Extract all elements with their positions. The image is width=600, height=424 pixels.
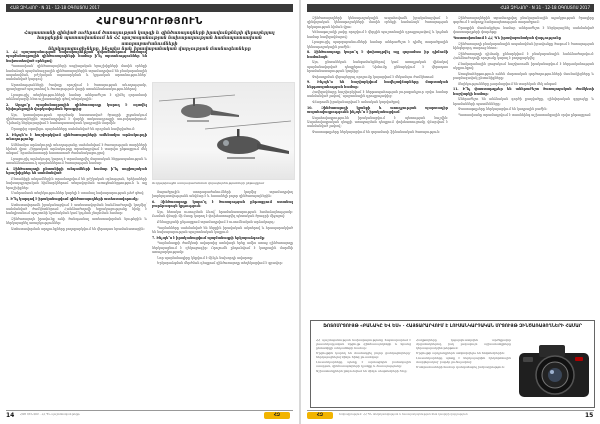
article-paragraph: Փաստաթղթերը ներկայացվում են կադրային բաժին։ — [458, 107, 548, 112]
article-paragraph: Երկարաձգման մերժման դեպքում զինծառայողը տեղեկացվում է գրավոր։ — [157, 261, 283, 266]
article-paragraph: Մանրամասն տեղեկություններ կարելի է ստանալ նախարարության թեժ գծով։ — [11, 191, 145, 196]
article-paragraph: Բնակարանային ցուցակում հաշվառումն իրականացվում է հերթականության սկզբունքով։ — [453, 61, 594, 70]
article-paragraph: Պայմանները սահմանված են ներքին իրավական ակտերով և հրապարակված են նախարարության պաշտոնական կայքում։ — [152, 225, 293, 234]
page-headline: ՀԱՐՑԱԴՐՈՒԹՅՈՒՆ — [96, 16, 203, 27]
left-column-2 — [152, 190, 293, 408]
headline-intro — [10, 30, 289, 52]
article-paragraph: Փաստաթղթերը ներկայացվում են զորամասի ֆինանսական ծառայություն։ — [312, 130, 441, 135]
article-paragraph: Հավելավճարը հաշվարկվում է հերթապահության յուրաքանչյուր օրվա համար սահմանված չափով՝ պաշտոնային դրույքաչափից։ — [307, 90, 448, 99]
footer-text: ՀԱՅ ԶԻՆՎՈՐ · ՀՀ ՊՆ պաշտոնական թերթ — [20, 413, 80, 416]
article-paragraph: Զինծառայողի բնակարանային ապահովման իրավունքը ծագում է ծառայության հինգերորդ տարուց հետո։ — [453, 41, 594, 50]
right-page-footer — [307, 410, 594, 421]
photo-contest-heading: ՖՈՏՈՄՐՑՈՒՅԹ «ԲԱՆԱԿԸ ԵՎ ԵՍ» · ՀԱՅՏԱՐԱՐՎՈՒՄ Է ԼՈՒՍԱՆԿԱՐՉԱԿԱՆ ՄՐՑՈՒՅԹ ԶԻՆԾԱՌԱՅՈՂՆԵՐԻ ՀԱՄԱՐ — [323, 324, 582, 329]
question-text: 7. Ինչպե՞ս է իրականացվում պայմանագրի երկարաձգումը։ — [152, 235, 266, 240]
article-paragraph: Զինծառայողներին տրամադրվող բնակարանային աջակցության ծրագիրը գործում է ամբողջ հանրապետության տարածքում։ — [453, 16, 594, 25]
article-paragraph: Նոր պայմանագիրը կնքվում է մինչև նախորդի ավարտը։ — [157, 255, 254, 260]
article-paragraph: Տեղեկությունները թարմացվում են տարեկան մեկ անգամ։ — [458, 81, 558, 86]
article-paragraph: Տարածքային ստորաբաժանումների կողմից տրամադրվող խորհրդատվությունն անվճար է և հասանելի բոլոր զինծառայողներին։ — [152, 190, 293, 199]
article-paragraph: Այո, ընտանեկան հանգամանքներով կամ առողջական վիճակով պայմանավորված դեպքերում։ Դիմումը քննարկվում է վերադաս հրամանատարության կողմից։ — [307, 60, 448, 73]
question-text: 4. Զինծառայողի ընտանիքի անդամների համար ի՞նչ սոցիալական երաշխիքներ են սահմանված։ — [6, 167, 147, 176]
helicopter-icon — [205, 121, 291, 158]
article-paragraph: Պատասխան՝ զինծառայողների սոցիալական երաշխիքների մասին օրենքի համաձայն պայմանագրային զինծառայողներին տրամադրվում են բնակարանային ապահովման, բժշկական սպասարկման և կրթական արտոնություններ՝ սահմանված կարգով։ — [6, 64, 147, 82]
intro-line: Հայաստանի զինված ուժերում ծառայության կարգի և զինծառայողների իրավունքների վերաբերյալ — [24, 30, 275, 35]
article-paragraph: Ատեստավորման արդյունքները բողոքարկվում են վերադաս հրամանատարին։ — [11, 226, 145, 231]
photo-contest-box — [310, 320, 595, 408]
contest-paragraph: Հաղթողները կպարգևատրվեն արժեքավոր մրցանակներով, իսկ լավագույն աշխատանքները կհրապարակվեն թերթում։ — [416, 338, 511, 350]
helicopter-icon — [159, 95, 239, 121]
intro-line: ներկայացուցիչները, ինչպես նաև իրավաբանական վարչության մասնագետները — [48, 46, 251, 52]
intro-line: հարցերին պատասխանում են ՀՀ պաշտպանության նախարարության համապատասխան ստորաբաժանումների — [37, 35, 262, 46]
article-paragraph: Կենսաթոշակի չափը որոշվում է վերջին պաշտոնային դրույքաչափով և կոչման համար հավելավճարով։ — [307, 30, 448, 39]
article-paragraph: Պատասխանը տրամադրվում է տասնհինգ աշխատանքային օրվա ընթացքում։ — [458, 112, 592, 117]
helicopter-illustration — [153, 83, 294, 179]
article-paragraph: Քննաշրջանի ընթացքում տրամադրվում է ուսումնական արձակուրդ։ — [157, 219, 275, 224]
article-paragraph: Ապահովագրությունն իրականացվում է պետության հաշվին։ Ապահովագրական դեպքի առաջացման դեպքում փոխհատուցումը վճարվում է սահմանված չափով։ — [307, 115, 448, 129]
page-number: 15 — [585, 412, 594, 419]
helicopter-photo — [152, 82, 295, 180]
photo-caption: Ուղղաթիռային ստորաբաժանման զորավարժությունների ընթացքում — [152, 181, 265, 185]
article-paragraph: Լրացուցիչ տեղեկությունների համար անհրաժեշտ է դիմել զորամասի անձնակազմի հետ աշխատանքի գծով տեղակալին։ — [6, 92, 147, 102]
article-paragraph: Ընտանիքի անդամներին տրամադրվում են բժշկական օգնություն, երեխաների նախադպրոցական հիմնարկներում տեղավորման առաջնահերթություն և այլ երաշխիքներ։ — [6, 177, 147, 190]
article-paragraph: Փոխադրման վերաբերյալ որոշումը կայացվում է մեկամսյա ժամկետում։ — [312, 74, 435, 79]
question-text: 6. Զինծառայողը կարո՞ղ է ծառայության ընթացքում ստանալ բարձրագույն կրթություն։ — [152, 199, 293, 209]
right-page-header: ՀԱՅ ԶԻՆՎՈՐ · N 31 · 12-18 ՕԳՈՍՏՈՍ 2017 — [307, 4, 594, 12]
article-paragraph: Զինծառայողի դիմումը քննարկվում է բնակարանային հանձնաժողովում։ Հանձնաժողովի որոշումը կարող է բողոքարկվել։ — [453, 51, 594, 60]
contest-paragraph: Մրցույթին կարող են մասնակցել բոլոր ցանկացողները՝ ներկայացնելով մինչև հինգ լուսանկար։ — [316, 351, 411, 359]
contest-paragraph: Լուսանկարները պետք է արտացոլեն բանակային առօրյան, զինծառայողների կյանքը և ծառայությունը։ — [316, 360, 411, 368]
contest-paragraph: ՀՀ պաշտպանության նախարարությունը հայտարարում է լուսանկարչական մրցույթ զինծառայողների և նրանց ընտանիքի անդամների համար։ — [316, 338, 411, 350]
newspaper-logo: ՀԶ — [307, 412, 333, 419]
article-paragraph: Զինծառայողների կենսաթոշակային ապահովումն իրականացվում է զինվորական կենսաթոշակների մասին օրենքի համաձայն՝ ծառայության երկարության հիման վրա։ — [307, 16, 448, 29]
article-paragraph: Առաջնահերթություն ունեն մարտական գործողությունների մասնակիցները և բազմազավակ ընտանիքները։ — [453, 71, 594, 80]
footer-text: Խմբագրություն՝ ՀՀ ՊՆ տեղեկատվության և հասարակայնության հետ կապերի վարչություն — [339, 413, 468, 416]
contest-paragraph: Աշխատանքներն ընդունվում են մինչև սեպտեմբերի 30-ը։ — [316, 369, 408, 373]
article-paragraph: Լրացուցիչ արձակուրդ կարող է տրամադրվել մարտական հերթապահության և առանձնահատուկ պայմաններում ծառայության համար։ — [6, 157, 147, 166]
left-page — [0, 0, 299, 424]
article-paragraph: Պայմանագրի ժամկետի ավարտից առնվազն երեք ամիս առաջ զինծառայողը ներկայացնում է զեկուցագիր։ Որոշումն ընդունվում է կադրային մարմնի առաջարկությամբ։ — [152, 241, 293, 254]
question-text: 11. Ի՞նչ փաստաթղթեր են անհրաժեշտ ծառայողական ժամկետի հաշվարկի համար։ — [453, 87, 594, 96]
article-paragraph: Լրացուցիչ պարզաբանումների համար անհրաժեշտ է դիմել տարածքային կենսաթոշակային բաժին։ — [307, 40, 448, 49]
article-paragraph: Զինծառայողն իրավունք ունի ծանոթանալ ատեստավորման նյութերին և ներկայացնել առարկություններ։ — [6, 216, 147, 226]
article-paragraph: Անհրաժեշտ են անձնական գործի քաղվածքը, զինվորական գրքույկը և հրամանների պատճենները։ — [453, 97, 594, 106]
right-column-1 — [307, 16, 448, 316]
contest-column-1 — [316, 338, 411, 406]
article-paragraph: Այո, հեռակա ուսուցման ձևով՝ հրամանատարության համաձայնությամբ։ Ուսման վճարի մի մասը կարող է փոխհատուցվել պետական ծրագրի միջոցով։ — [152, 209, 293, 219]
left-page-header: ՀԱՅ ԶԻՆՎՈՐ · N 31 · 12-18 ՕԳՈՍՏՈՍ 2017 — [6, 4, 293, 12]
question-text: 10. Զինծառայողի կյանքի և առողջության պարտադիր ապահովագրությունն ինչպե՞ս է իրականացվում։ — [307, 105, 448, 115]
question-text: 8. Զինծառայողը կարո՞ղ է փոխադրվել այլ զորամաս իր դիմումի համաձայն։ — [307, 50, 448, 59]
article-paragraph: Ամենամյա արձակուրդի տևողությունը սահմանվում է ծառայության տարիների հիման վրա։ Հերթական արձակուրդը տրամադրվում է տարվա ընթացքում մեկ անգամ՝ հրամանատարի հաստատած ժամանակացույցով։ — [6, 142, 147, 156]
article-paragraph: Ծրագրից օգտվելու պայմանները սահմանված են որոշման հավելվածում։ — [11, 127, 135, 132]
right-column-2 — [453, 16, 594, 316]
newspaper-logo: ՀԶ — [264, 412, 290, 419]
contest-column-2 — [416, 338, 511, 406]
question-text: 3. Ինչպե՞ս է հաշվարկվում զինծառայողների ամենամյա արձակուրդի տևողությունը։ — [6, 132, 147, 142]
page-number: 14 — [6, 412, 15, 419]
article-paragraph: Արտոնությունների ծավալը որոշվում է ծառայության տևողությամբ, զբաղեցրած պաշտոնով և ծառայության վայրի առանձնահատկություններով։ — [6, 82, 147, 92]
article-paragraph: Ատեստավորումն իրականացվում է ատեստավորման հանձնաժողովի կողմից՝ սահմանված ժամկետներում։ Հանձնաժողովի եզրակացությունը հիմք է հանդիսանում պաշտոնի նշանակման կամ կոչման շնորհման համար։ — [6, 202, 147, 216]
question-text: 5. Ի՞նչ կարգով է իրականացվում զինծառայողների ատեստավորումը։ — [6, 196, 139, 201]
camera-icon — [515, 339, 593, 405]
contest-paragraph: Մրցույթի արդյունքներն ամփոփվելու են հոկտեմբերին։ — [416, 351, 505, 355]
article-paragraph: Այո, կառավարության որոշմամբ հաստատված ծրագրի շրջանակում զինծառայողներին տրամադրվում է վարկի տոկոսադրույքի սուբսիդավորում։ Դիմումը ներկայացվում է համապատասխան կադրային մարմին։ — [6, 112, 147, 126]
question-text: Պատասխանում է ՀՀ ՊՆ իրավաբանական վարչությունը — [453, 35, 562, 40]
contest-paragraph: Լուսանկարները պետք է ներկայացվեն էլեկտրոնային տարբերակով՝ բարձր լուծաչափով։ — [416, 356, 511, 364]
question-text: 1. ՀՀ պաշտպանության նախարարության զորամասերում ծառայող պայմանագրային զինծառայողների համար ի՞նչ արտոնություններ են նախատեսված օրենքով։ — [6, 50, 147, 63]
article-paragraph: Ծրագրին մասնակցելու համար անհրաժեշտ է ներկայացնել սահմանված փաստաթղթերի փաթեթը։ — [453, 25, 594, 35]
question-text: 9. Ինչպե՞ս են հաշվարկվում հավելավճարները մարտական հերթապահության համար։ — [307, 80, 448, 89]
contest-paragraph: Մանրամասների համար զանգահարել խմբագրություն։ — [416, 365, 505, 369]
article-paragraph: Վճարումն իրականացվում է ամսական կտրվածքով։ — [312, 100, 401, 105]
left-column-1 — [6, 50, 147, 408]
question-text: 2. Արդյո՞ք պայմանագրային զինծառայողը կարող է օգտվել հիփոթեքային վարկավորման ծրագրից։ — [6, 102, 147, 112]
left-page-footer — [6, 410, 293, 421]
